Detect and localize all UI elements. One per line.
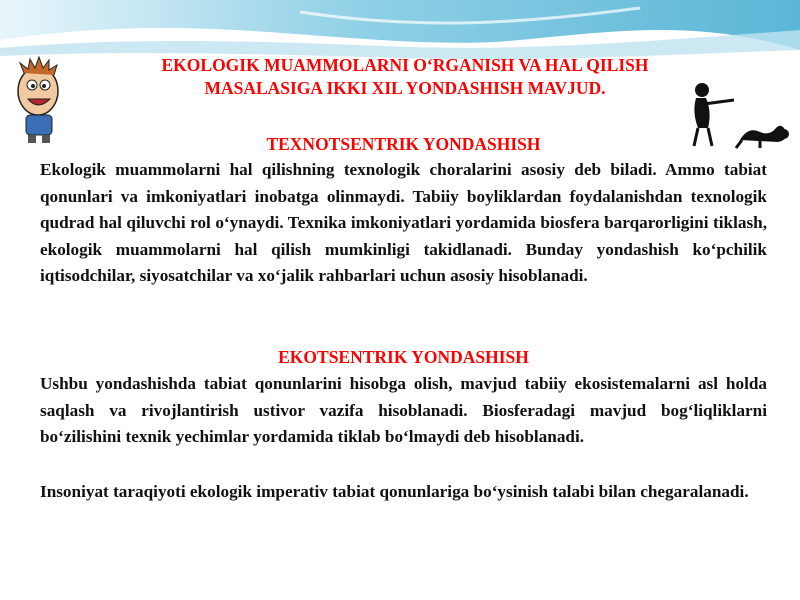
section-paragraph-technocentric: Ekologik muammolarni hal qilishning texnologik choralarini asosiy deb biladi. Ammo tabiat qonunlari va imkoniyatlari inobatga olinmaydi. Tabiiy boyliklardan foydalanishdan texnologik qudrad hal qiluvchi rol o‘ynaydi. Texnika imkoniyatlari yordamida biosfera barqarorligini tiklash, ekologik muammolarni hal qilish mumkinligi takidlanadi. Bunday yondashish ko‘pchilik iqtisodchilar, siyosatchilar va xo‘jalik rahbarlari uchun asosiy hisoblanadi. [40, 160, 767, 285]
title-line-2: MASALASIGA IKKI XIL YONDASHISH MAVJUD. [204, 78, 606, 98]
section-heading-technocentric: TEXNOTSENTRIK YONDASHISH [266, 134, 541, 154]
slide-title [70, 54, 740, 100]
title-line-1: EKOLOGIK MUAMMOLARNI O‘RGANISH VA HAL QILISH [161, 55, 649, 75]
section-paragraph-conclusion: Insoniyat taraqiyoti ekologik imperativ tabiat qonunlariga bo‘ysinish talabi bilan chegaralanadi. [40, 482, 749, 501]
section-paragraph-ecocentric: Ushbu yondashishda tabiat qonunlarini hisobga olish, mavjud tabiiy ekosistemalarni asl holda saqlash va rivojlantirish ustivor vazifa hisoblanadi. Biosferadagi mavjud bog‘liqliklarni bo‘zilishini texnik yechimlar yordamida tiklab bo‘lmaydi deb hisoblanadi. [40, 374, 767, 446]
cartoon-boy-icon [14, 55, 64, 145]
section-heading-ecocentric: EKOTSENTRIK YONDASHISH [278, 347, 529, 367]
